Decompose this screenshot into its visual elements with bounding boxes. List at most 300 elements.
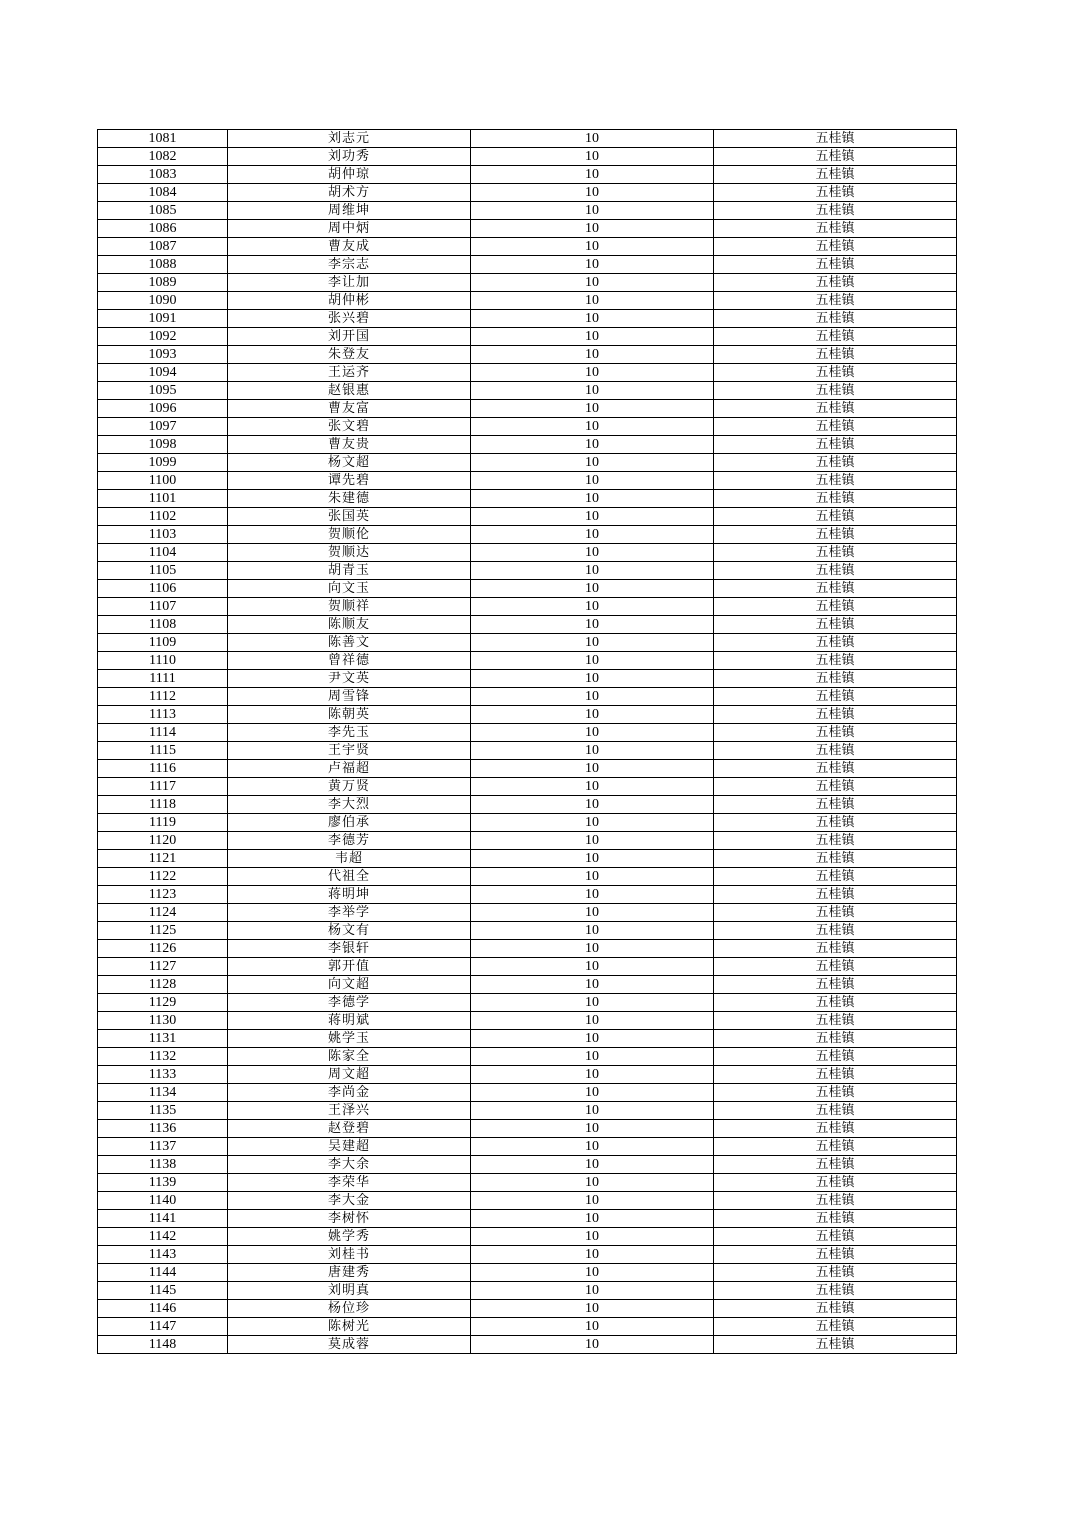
amount-cell: 10	[471, 1012, 714, 1030]
table-row	[98, 886, 957, 904]
amount-cell: 10	[471, 904, 714, 922]
table-row	[98, 364, 957, 382]
amount-cell: 10	[471, 436, 714, 454]
name-cell: 贺顺伦	[228, 526, 471, 544]
town-cell: 五桂镇	[714, 148, 957, 166]
table-row	[98, 274, 957, 292]
town-cell: 五桂镇	[714, 1012, 957, 1030]
town-cell: 五桂镇	[714, 1120, 957, 1138]
town-cell: 五桂镇	[714, 958, 957, 976]
row-number-cell: 1096	[98, 400, 228, 418]
town-cell: 五桂镇	[714, 850, 957, 868]
town-cell: 五桂镇	[714, 130, 957, 148]
amount-cell: 10	[471, 310, 714, 328]
amount-cell: 10	[471, 760, 714, 778]
row-number-cell: 1119	[98, 814, 228, 832]
amount-cell: 10	[471, 1210, 714, 1228]
town-cell: 五桂镇	[714, 1300, 957, 1318]
row-number-cell: 1086	[98, 220, 228, 238]
row-number-cell: 1113	[98, 706, 228, 724]
town-cell: 五桂镇	[714, 1156, 957, 1174]
row-number-cell: 1118	[98, 796, 228, 814]
table-row	[98, 652, 957, 670]
amount-cell: 10	[471, 688, 714, 706]
row-number-cell: 1085	[98, 202, 228, 220]
table-row	[98, 490, 957, 508]
row-number-cell: 1107	[98, 598, 228, 616]
name-cell: 胡术方	[228, 184, 471, 202]
town-cell: 五桂镇	[714, 994, 957, 1012]
town-cell: 五桂镇	[714, 778, 957, 796]
table-row	[98, 418, 957, 436]
table-row	[98, 760, 957, 778]
name-cell: 张文碧	[228, 418, 471, 436]
row-number-cell: 1137	[98, 1138, 228, 1156]
row-number-cell: 1122	[98, 868, 228, 886]
name-cell: 尹文英	[228, 670, 471, 688]
table-row	[98, 148, 957, 166]
town-cell: 五桂镇	[714, 1264, 957, 1282]
row-number-cell: 1092	[98, 328, 228, 346]
table-row	[98, 1030, 957, 1048]
table-row	[98, 1228, 957, 1246]
name-cell: 刘明真	[228, 1282, 471, 1300]
name-cell: 李尚金	[228, 1084, 471, 1102]
table-row	[98, 868, 957, 886]
row-number-cell: 1094	[98, 364, 228, 382]
table-row	[98, 832, 957, 850]
name-cell: 贺顺达	[228, 544, 471, 562]
name-cell: 王泽兴	[228, 1102, 471, 1120]
name-cell: 陈家全	[228, 1048, 471, 1066]
name-cell: 曾祥德	[228, 652, 471, 670]
row-number-cell: 1136	[98, 1120, 228, 1138]
table-row	[98, 184, 957, 202]
table-row	[98, 436, 957, 454]
name-cell: 杨位珍	[228, 1300, 471, 1318]
row-number-cell: 1102	[98, 508, 228, 526]
table-row	[98, 904, 957, 922]
row-number-cell: 1087	[98, 238, 228, 256]
town-cell: 五桂镇	[714, 796, 957, 814]
name-cell: 张兴碧	[228, 310, 471, 328]
amount-cell: 10	[471, 958, 714, 976]
name-cell: 姚学玉	[228, 1030, 471, 1048]
table-row	[98, 958, 957, 976]
table-row	[98, 850, 957, 868]
name-cell: 刘功秀	[228, 148, 471, 166]
row-number-cell: 1084	[98, 184, 228, 202]
row-number-cell: 1109	[98, 634, 228, 652]
town-cell: 五桂镇	[714, 598, 957, 616]
town-cell: 五桂镇	[714, 1066, 957, 1084]
roster-table-body	[98, 130, 957, 1354]
amount-cell: 10	[471, 796, 714, 814]
town-cell: 五桂镇	[714, 166, 957, 184]
amount-cell: 10	[471, 382, 714, 400]
row-number-cell: 1115	[98, 742, 228, 760]
town-cell: 五桂镇	[714, 274, 957, 292]
row-number-cell: 1110	[98, 652, 228, 670]
table-row	[98, 580, 957, 598]
amount-cell: 10	[471, 454, 714, 472]
town-cell: 五桂镇	[714, 1210, 957, 1228]
amount-cell: 10	[471, 1120, 714, 1138]
row-number-cell: 1095	[98, 382, 228, 400]
table-row	[98, 130, 957, 148]
name-cell: 向文玉	[228, 580, 471, 598]
amount-cell: 10	[471, 1138, 714, 1156]
table-row	[98, 508, 957, 526]
table-row	[98, 670, 957, 688]
table-row	[98, 1012, 957, 1030]
town-cell: 五桂镇	[714, 1246, 957, 1264]
town-cell: 五桂镇	[714, 400, 957, 418]
town-cell: 五桂镇	[714, 1336, 957, 1354]
table-row	[98, 310, 957, 328]
row-number-cell: 1104	[98, 544, 228, 562]
row-number-cell: 1090	[98, 292, 228, 310]
amount-cell: 10	[471, 1030, 714, 1048]
name-cell: 胡仲彬	[228, 292, 471, 310]
name-cell: 蒋明斌	[228, 1012, 471, 1030]
town-cell: 五桂镇	[714, 706, 957, 724]
name-cell: 陈树光	[228, 1318, 471, 1336]
amount-cell: 10	[471, 526, 714, 544]
row-number-cell: 1134	[98, 1084, 228, 1102]
table-row	[98, 1300, 957, 1318]
name-cell: 李让加	[228, 274, 471, 292]
name-cell: 曹友成	[228, 238, 471, 256]
amount-cell: 10	[471, 634, 714, 652]
amount-cell: 10	[471, 670, 714, 688]
table-row	[98, 220, 957, 238]
name-cell: 王运齐	[228, 364, 471, 382]
town-cell: 五桂镇	[714, 688, 957, 706]
town-cell: 五桂镇	[714, 1030, 957, 1048]
row-number-cell: 1093	[98, 346, 228, 364]
name-cell: 姚学秀	[228, 1228, 471, 1246]
amount-cell: 10	[471, 1192, 714, 1210]
name-cell: 刘桂书	[228, 1246, 471, 1264]
name-cell: 杨文超	[228, 454, 471, 472]
amount-cell: 10	[471, 418, 714, 436]
row-number-cell: 1125	[98, 922, 228, 940]
amount-cell: 10	[471, 976, 714, 994]
name-cell: 李荣华	[228, 1174, 471, 1192]
name-cell: 黄万贤	[228, 778, 471, 796]
table-row	[98, 1156, 957, 1174]
amount-cell: 10	[471, 778, 714, 796]
amount-cell: 10	[471, 724, 714, 742]
row-number-cell: 1098	[98, 436, 228, 454]
table-row	[98, 1210, 957, 1228]
town-cell: 五桂镇	[714, 202, 957, 220]
table-row	[98, 166, 957, 184]
row-number-cell: 1146	[98, 1300, 228, 1318]
town-cell: 五桂镇	[714, 508, 957, 526]
table-row	[98, 346, 957, 364]
town-cell: 五桂镇	[714, 868, 957, 886]
table-row	[98, 1192, 957, 1210]
name-cell: 李树怀	[228, 1210, 471, 1228]
table-row	[98, 526, 957, 544]
amount-cell: 10	[471, 598, 714, 616]
town-cell: 五桂镇	[714, 490, 957, 508]
table-row	[98, 814, 957, 832]
row-number-cell: 1139	[98, 1174, 228, 1192]
town-cell: 五桂镇	[714, 1102, 957, 1120]
table-row	[98, 1246, 957, 1264]
amount-cell: 10	[471, 886, 714, 904]
table-row	[98, 1048, 957, 1066]
amount-cell: 10	[471, 400, 714, 418]
town-cell: 五桂镇	[714, 922, 957, 940]
row-number-cell: 1142	[98, 1228, 228, 1246]
town-cell: 五桂镇	[714, 346, 957, 364]
row-number-cell: 1143	[98, 1246, 228, 1264]
row-number-cell: 1121	[98, 850, 228, 868]
name-cell: 张国英	[228, 508, 471, 526]
table-row	[98, 1318, 957, 1336]
town-cell: 五桂镇	[714, 292, 957, 310]
amount-cell: 10	[471, 616, 714, 634]
table-row	[98, 598, 957, 616]
amount-cell: 10	[471, 850, 714, 868]
row-number-cell: 1108	[98, 616, 228, 634]
row-number-cell: 1144	[98, 1264, 228, 1282]
name-cell: 李德学	[228, 994, 471, 1012]
town-cell: 五桂镇	[714, 436, 957, 454]
town-cell: 五桂镇	[714, 454, 957, 472]
row-number-cell: 1097	[98, 418, 228, 436]
town-cell: 五桂镇	[714, 976, 957, 994]
table-row	[98, 1120, 957, 1138]
town-cell: 五桂镇	[714, 724, 957, 742]
town-cell: 五桂镇	[714, 742, 957, 760]
table-row	[98, 976, 957, 994]
table-row	[98, 256, 957, 274]
amount-cell: 10	[471, 1084, 714, 1102]
name-cell: 莫成蓉	[228, 1336, 471, 1354]
name-cell: 朱登友	[228, 346, 471, 364]
row-number-cell: 1140	[98, 1192, 228, 1210]
town-cell: 五桂镇	[714, 1282, 957, 1300]
town-cell: 五桂镇	[714, 886, 957, 904]
town-cell: 五桂镇	[714, 634, 957, 652]
name-cell: 周维坤	[228, 202, 471, 220]
row-number-cell: 1099	[98, 454, 228, 472]
amount-cell: 10	[471, 706, 714, 724]
row-number-cell: 1116	[98, 760, 228, 778]
town-cell: 五桂镇	[714, 418, 957, 436]
amount-cell: 10	[471, 166, 714, 184]
town-cell: 五桂镇	[714, 1174, 957, 1192]
row-number-cell: 1117	[98, 778, 228, 796]
amount-cell: 10	[471, 184, 714, 202]
roster-table	[97, 129, 957, 1354]
amount-cell: 10	[471, 1174, 714, 1192]
name-cell: 韦超	[228, 850, 471, 868]
town-cell: 五桂镇	[714, 670, 957, 688]
town-cell: 五桂镇	[714, 1048, 957, 1066]
amount-cell: 10	[471, 472, 714, 490]
amount-cell: 10	[471, 328, 714, 346]
town-cell: 五桂镇	[714, 544, 957, 562]
table-row	[98, 688, 957, 706]
table-row	[98, 1138, 957, 1156]
amount-cell: 10	[471, 508, 714, 526]
town-cell: 五桂镇	[714, 760, 957, 778]
name-cell: 李宗志	[228, 256, 471, 274]
row-number-cell: 1083	[98, 166, 228, 184]
table-row	[98, 292, 957, 310]
town-cell: 五桂镇	[714, 1084, 957, 1102]
row-number-cell: 1089	[98, 274, 228, 292]
amount-cell: 10	[471, 256, 714, 274]
table-row	[98, 238, 957, 256]
row-number-cell: 1106	[98, 580, 228, 598]
town-cell: 五桂镇	[714, 814, 957, 832]
table-row	[98, 724, 957, 742]
amount-cell: 10	[471, 922, 714, 940]
row-number-cell: 1114	[98, 724, 228, 742]
amount-cell: 10	[471, 814, 714, 832]
amount-cell: 10	[471, 238, 714, 256]
table-row	[98, 922, 957, 940]
amount-cell: 10	[471, 832, 714, 850]
town-cell: 五桂镇	[714, 580, 957, 598]
town-cell: 五桂镇	[714, 652, 957, 670]
name-cell: 卢福超	[228, 760, 471, 778]
amount-cell: 10	[471, 1102, 714, 1120]
table-row	[98, 634, 957, 652]
amount-cell: 10	[471, 364, 714, 382]
amount-cell: 10	[471, 274, 714, 292]
amount-cell: 10	[471, 940, 714, 958]
town-cell: 五桂镇	[714, 328, 957, 346]
row-number-cell: 1100	[98, 472, 228, 490]
town-cell: 五桂镇	[714, 1192, 957, 1210]
name-cell: 代祖全	[228, 868, 471, 886]
row-number-cell: 1130	[98, 1012, 228, 1030]
name-cell: 陈顺友	[228, 616, 471, 634]
name-cell: 朱建德	[228, 490, 471, 508]
name-cell: 向文超	[228, 976, 471, 994]
row-number-cell: 1111	[98, 670, 228, 688]
town-cell: 五桂镇	[714, 1228, 957, 1246]
name-cell: 刘志元	[228, 130, 471, 148]
town-cell: 五桂镇	[714, 220, 957, 238]
name-cell: 李大余	[228, 1156, 471, 1174]
row-number-cell: 1124	[98, 904, 228, 922]
table-row	[98, 778, 957, 796]
amount-cell: 10	[471, 202, 714, 220]
row-number-cell: 1123	[98, 886, 228, 904]
table-row	[98, 382, 957, 400]
row-number-cell: 1141	[98, 1210, 228, 1228]
name-cell: 周雪锋	[228, 688, 471, 706]
amount-cell: 10	[471, 490, 714, 508]
amount-cell: 10	[471, 580, 714, 598]
town-cell: 五桂镇	[714, 238, 957, 256]
name-cell: 赵登碧	[228, 1120, 471, 1138]
town-cell: 五桂镇	[714, 310, 957, 328]
row-number-cell: 1135	[98, 1102, 228, 1120]
table-row	[98, 400, 957, 418]
row-number-cell: 1128	[98, 976, 228, 994]
row-number-cell: 1091	[98, 310, 228, 328]
row-number-cell: 1129	[98, 994, 228, 1012]
town-cell: 五桂镇	[714, 1318, 957, 1336]
table-row	[98, 940, 957, 958]
amount-cell: 10	[471, 1264, 714, 1282]
amount-cell: 10	[471, 868, 714, 886]
row-number-cell: 1131	[98, 1030, 228, 1048]
amount-cell: 10	[471, 1246, 714, 1264]
name-cell: 廖伯承	[228, 814, 471, 832]
table-row	[98, 1336, 957, 1354]
name-cell: 陈善文	[228, 634, 471, 652]
name-cell: 胡仲琼	[228, 166, 471, 184]
table-row	[98, 1174, 957, 1192]
table-row	[98, 994, 957, 1012]
name-cell: 刘开国	[228, 328, 471, 346]
town-cell: 五桂镇	[714, 364, 957, 382]
table-row	[98, 328, 957, 346]
row-number-cell: 1147	[98, 1318, 228, 1336]
row-number-cell: 1145	[98, 1282, 228, 1300]
town-cell: 五桂镇	[714, 904, 957, 922]
name-cell: 赵银惠	[228, 382, 471, 400]
amount-cell: 10	[471, 346, 714, 364]
amount-cell: 10	[471, 1300, 714, 1318]
row-number-cell: 1126	[98, 940, 228, 958]
amount-cell: 10	[471, 1048, 714, 1066]
row-number-cell: 1132	[98, 1048, 228, 1066]
row-number-cell: 1120	[98, 832, 228, 850]
row-number-cell: 1138	[98, 1156, 228, 1174]
name-cell: 李先玉	[228, 724, 471, 742]
table-row	[98, 706, 957, 724]
table-row	[98, 1264, 957, 1282]
table-row	[98, 1066, 957, 1084]
name-cell: 谭先碧	[228, 472, 471, 490]
amount-cell: 10	[471, 544, 714, 562]
town-cell: 五桂镇	[714, 256, 957, 274]
table-row	[98, 1084, 957, 1102]
name-cell: 陈朝英	[228, 706, 471, 724]
amount-cell: 10	[471, 1228, 714, 1246]
row-number-cell: 1105	[98, 562, 228, 580]
town-cell: 五桂镇	[714, 526, 957, 544]
amount-cell: 10	[471, 742, 714, 760]
town-cell: 五桂镇	[714, 562, 957, 580]
town-cell: 五桂镇	[714, 472, 957, 490]
row-number-cell: 1148	[98, 1336, 228, 1354]
town-cell: 五桂镇	[714, 616, 957, 634]
name-cell: 杨文有	[228, 922, 471, 940]
name-cell: 李银轩	[228, 940, 471, 958]
town-cell: 五桂镇	[714, 1138, 957, 1156]
amount-cell: 10	[471, 994, 714, 1012]
name-cell: 李大金	[228, 1192, 471, 1210]
row-number-cell: 1112	[98, 688, 228, 706]
amount-cell: 10	[471, 220, 714, 238]
name-cell: 吴建超	[228, 1138, 471, 1156]
town-cell: 五桂镇	[714, 184, 957, 202]
name-cell: 曹友富	[228, 400, 471, 418]
